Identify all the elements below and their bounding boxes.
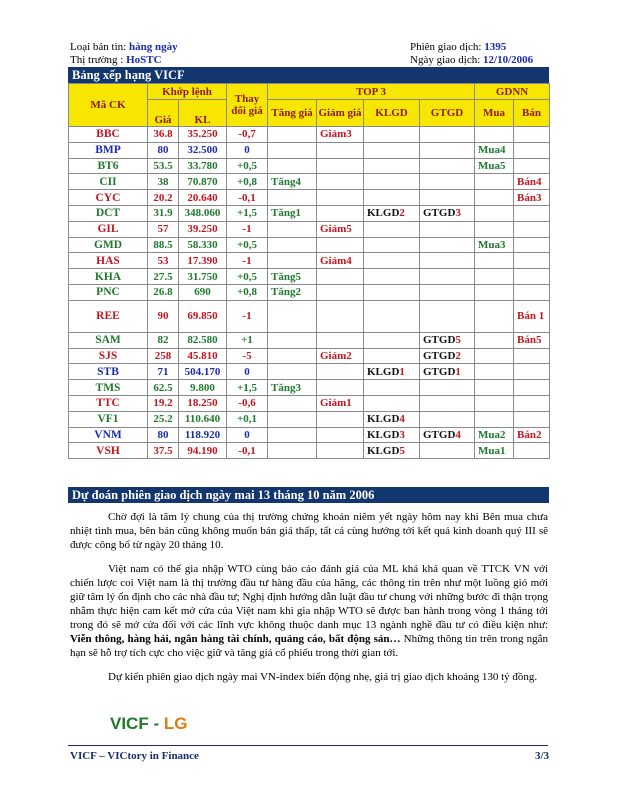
cell-klgd — [364, 269, 420, 285]
cell-up: Tăng2 — [268, 284, 317, 300]
cell-change: +1 — [227, 332, 268, 348]
cell-down — [317, 269, 364, 285]
table-row — [69, 427, 550, 443]
cell-buy — [475, 205, 514, 221]
cell-down: Giảm1 — [317, 395, 364, 411]
cell-sell — [514, 142, 550, 158]
cell-up: Tăng3 — [268, 380, 317, 396]
cell-klgd — [364, 253, 420, 269]
cell-code: DCT — [69, 205, 148, 221]
col-change: Thay đổi giá — [227, 84, 268, 127]
table-row — [69, 443, 550, 459]
cell-volume: 20.640 — [179, 190, 227, 206]
cell-down: Giảm4 — [317, 253, 364, 269]
cell-sell: Bán2 — [514, 427, 550, 443]
cell-buy — [475, 190, 514, 206]
cell-klgd — [364, 237, 420, 253]
cell-klgd — [364, 221, 420, 237]
cell-down — [317, 380, 364, 396]
col-code: Mã CK — [69, 84, 148, 127]
cell-code: TMS — [69, 380, 148, 396]
cell-sell — [514, 348, 550, 364]
cell-gtgd — [420, 237, 475, 253]
table-row — [69, 237, 550, 253]
cell-code: VSH — [69, 443, 148, 459]
cell-change: -1 — [227, 221, 268, 237]
cell-klgd — [364, 380, 420, 396]
trade-date: Ngày giao dịch: 12/10/2006 — [410, 54, 534, 66]
cell-sell: Bán3 — [514, 190, 550, 206]
table-row — [69, 411, 550, 427]
cell-up — [268, 348, 317, 364]
table-row — [69, 253, 550, 269]
cell-price: 20.2 — [148, 190, 179, 206]
col-top3: TOP 3 — [268, 84, 475, 100]
cell-down — [317, 443, 364, 459]
cell-sell — [514, 380, 550, 396]
col-match: Khớp lệnh — [148, 84, 227, 100]
col-gdnn: GDNN — [475, 84, 550, 100]
table-row — [69, 142, 550, 158]
cell-code: VNM — [69, 427, 148, 443]
session-value: 1395 — [484, 41, 507, 53]
cell-down — [317, 190, 364, 206]
cell-buy — [475, 127, 514, 143]
cell-buy — [475, 269, 514, 285]
cell-price: 258 — [148, 348, 179, 364]
cell-buy: Mua2 — [475, 427, 514, 443]
cell-buy — [475, 348, 514, 364]
col-price: Giá — [148, 100, 179, 127]
cell-volume: 70.870 — [179, 174, 227, 190]
cell-up — [268, 332, 317, 348]
cell-volume: 110.640 — [179, 411, 227, 427]
cell-volume: 69.850 — [179, 300, 227, 332]
forecast-paragraph-2: Việt nam có thể gia nhập WTO cùng báo cáo đánh giá của ML khá khả quan về TTCK VN với chiến lược coi Việt nam là thị trường đầu tư hàng đầu của hãng, các thông tin trên như một luồng gió mới giữ tâm lý ổn định cho các nhà đầu tư; Nghị định hướng dẫn luật đầu tư chung với những bước đi thận trọng nhằm thực hiện cam kết mở cửa của Việt nam khi gia nhập WTO sẽ được ban hành trong vòng 1 tháng tới trong đó sẽ mở cửa đối với các lĩnh vực không thuộc danh mục 13 ngành nghề đầu tư có điều kiện như: Viễn thông, hàng hải, ngân hàng tài chính, quảng cáo, bất động sản… Những thông tin trên trong ngắn hạn sẽ hỗ trợ tích cực cho việc giữ và tăng giá cổ phiếu trong thời gian tới. — [70, 563, 549, 659]
cell-klgd: KLGD3 — [364, 427, 420, 443]
cell-buy: Mua1 — [475, 443, 514, 459]
cell-up: Tăng1 — [268, 205, 317, 221]
cell-price: 38 — [148, 174, 179, 190]
table-row — [69, 127, 550, 143]
cell-sell — [514, 127, 550, 143]
cell-sell — [514, 395, 550, 411]
cell-volume: 504.170 — [179, 364, 227, 380]
cell-price: 36.8 — [148, 127, 179, 143]
cell-code: STB — [69, 364, 148, 380]
cell-sell — [514, 158, 550, 174]
cell-gtgd — [420, 158, 475, 174]
cell-up — [268, 411, 317, 427]
cell-price: 27.5 — [148, 269, 179, 285]
cell-volume: 82.580 — [179, 332, 227, 348]
cell-up — [268, 427, 317, 443]
cell-down — [317, 158, 364, 174]
cell-volume: 17.390 — [179, 253, 227, 269]
cell-gtgd — [420, 253, 475, 269]
session: Phiên giao dịch: 1395 — [410, 41, 507, 53]
cell-gtgd — [420, 221, 475, 237]
cell-change: 0 — [227, 427, 268, 443]
cell-gtgd — [420, 142, 475, 158]
cell-price: 53.5 — [148, 158, 179, 174]
cell-down — [317, 237, 364, 253]
cell-gtgd: GTGD5 — [420, 332, 475, 348]
cell-price: 80 — [148, 427, 179, 443]
cell-code: GMD — [69, 237, 148, 253]
cell-price: 88.5 — [148, 237, 179, 253]
market-value: HoSTC — [126, 54, 162, 66]
cell-buy: Mua5 — [475, 158, 514, 174]
bulletin-type-value: hàng ngày — [128, 41, 178, 53]
cell-price: 53 — [148, 253, 179, 269]
forecast-body — [70, 510, 548, 684]
cell-price: 57 — [148, 221, 179, 237]
market: Thị trường : HoSTC — [70, 54, 162, 66]
forecast-paragraph-3: Dự kiến phiên giao dịch ngày mai VN-index biến động nhẹ, giá trị giao dịch khoảng 130 tỷ đồng. — [108, 671, 538, 683]
cell-volume: 35.250 — [179, 127, 227, 143]
cell-down — [317, 411, 364, 427]
col-gtgd: GTGD — [420, 100, 475, 127]
cell-gtgd — [420, 443, 475, 459]
table-row — [69, 348, 550, 364]
cell-change: +0,8 — [227, 284, 268, 300]
forecast-title-bar: Dự đoán phiên giao dịch ngày mai 13 tháng 10 năm 2006 — [68, 487, 549, 503]
cell-down — [317, 205, 364, 221]
cell-buy — [475, 395, 514, 411]
cell-change: -0,6 — [227, 395, 268, 411]
cell-sell — [514, 205, 550, 221]
cell-volume: 118.920 — [179, 427, 227, 443]
cell-volume: 33.780 — [179, 158, 227, 174]
col-klgd: KLGD — [364, 100, 420, 127]
cell-sell — [514, 221, 550, 237]
cell-price: 31.9 — [148, 205, 179, 221]
table-row — [69, 380, 550, 396]
cell-volume: 690 — [179, 284, 227, 300]
cell-price: 19.2 — [148, 395, 179, 411]
table-row — [69, 364, 550, 380]
cell-up — [268, 237, 317, 253]
cell-change: +0,1 — [227, 411, 268, 427]
cell-buy: Mua4 — [475, 142, 514, 158]
cell-code: CII — [69, 174, 148, 190]
cell-change: 0 — [227, 142, 268, 158]
cell-klgd — [364, 190, 420, 206]
cell-code: TTC — [69, 395, 148, 411]
table-row — [69, 205, 550, 221]
cell-down — [317, 284, 364, 300]
cell-klgd — [364, 284, 420, 300]
cell-gtgd: GTGD3 — [420, 205, 475, 221]
cell-change: -0,1 — [227, 190, 268, 206]
cell-sell — [514, 237, 550, 253]
page-number: 3/3 — [535, 750, 550, 762]
table-row — [69, 221, 550, 237]
cell-up — [268, 142, 317, 158]
table-row — [69, 190, 550, 206]
col-buy: Mua — [475, 100, 514, 127]
cell-change: +0,8 — [227, 174, 268, 190]
cell-change: -0,7 — [227, 127, 268, 143]
trade-date-value: 12/10/2006 — [483, 54, 534, 66]
cell-buy — [475, 300, 514, 332]
cell-gtgd: GTGD1 — [420, 364, 475, 380]
cell-volume: 9.800 — [179, 380, 227, 396]
cell-klgd — [364, 158, 420, 174]
sectors-highlight: Viễn thông, hàng hải, ngân hàng tài chính, quảng cáo, bất động sản… — [70, 633, 401, 645]
cell-code: PNC — [69, 284, 148, 300]
cell-gtgd — [420, 127, 475, 143]
cell-down: Giảm3 — [317, 127, 364, 143]
ranking-title-bar: Bảng xếp hạng VICF — [68, 67, 549, 83]
cell-klgd — [364, 300, 420, 332]
cell-down: Giảm5 — [317, 221, 364, 237]
cell-gtgd: GTGD2 — [420, 348, 475, 364]
cell-buy — [475, 380, 514, 396]
cell-code: HAS — [69, 253, 148, 269]
table-row — [69, 174, 550, 190]
cell-klgd — [364, 174, 420, 190]
cell-volume: 39.250 — [179, 221, 227, 237]
cell-gtgd — [420, 395, 475, 411]
cell-klgd: KLGD2 — [364, 205, 420, 221]
bulletin-type: Loại bản tin: hàng ngày — [70, 41, 178, 53]
cell-change: -0,1 — [227, 443, 268, 459]
cell-code: BMP — [69, 142, 148, 158]
cell-klgd: KLGD5 — [364, 443, 420, 459]
cell-sell — [514, 443, 550, 459]
cell-code: SAM — [69, 332, 148, 348]
cell-gtgd: GTGD4 — [420, 427, 475, 443]
cell-gtgd — [420, 380, 475, 396]
table-row — [69, 269, 550, 285]
cell-volume: 18.250 — [179, 395, 227, 411]
cell-code: CYC — [69, 190, 148, 206]
cell-price: 71 — [148, 364, 179, 380]
cell-price: 80 — [148, 142, 179, 158]
cell-volume: 32.500 — [179, 142, 227, 158]
cell-change: +0,5 — [227, 269, 268, 285]
cell-gtgd — [420, 190, 475, 206]
cell-code: SJS — [69, 348, 148, 364]
cell-klgd — [364, 395, 420, 411]
cell-down — [317, 300, 364, 332]
cell-sell — [514, 364, 550, 380]
cell-gtgd — [420, 300, 475, 332]
cell-buy — [475, 284, 514, 300]
table-row — [69, 395, 550, 411]
cell-up — [268, 443, 317, 459]
cell-klgd — [364, 348, 420, 364]
footer-left: VICF – VICtory in Finance — [70, 750, 199, 762]
cell-code: VF1 — [69, 411, 148, 427]
table-row — [69, 158, 550, 174]
cell-down — [317, 142, 364, 158]
cell-up — [268, 300, 317, 332]
col-down: Giảm giá — [317, 100, 364, 127]
footer-divider — [68, 745, 548, 746]
cell-code: GIL — [69, 221, 148, 237]
cell-up — [268, 253, 317, 269]
cell-change: +1,5 — [227, 380, 268, 396]
cell-up — [268, 190, 317, 206]
cell-buy — [475, 332, 514, 348]
cell-buy: Mua3 — [475, 237, 514, 253]
cell-sell: Bán 1 — [514, 300, 550, 332]
cell-up — [268, 127, 317, 143]
cell-buy — [475, 253, 514, 269]
col-sell: Bán — [514, 100, 550, 127]
cell-up — [268, 158, 317, 174]
cell-change: -5 — [227, 348, 268, 364]
cell-klgd — [364, 142, 420, 158]
cell-sell — [514, 253, 550, 269]
cell-price: 62.5 — [148, 380, 179, 396]
cell-price: 82 — [148, 332, 179, 348]
cell-down — [317, 174, 364, 190]
cell-up: Tăng4 — [268, 174, 317, 190]
cell-sell — [514, 269, 550, 285]
col-volume: KL — [179, 100, 227, 127]
cell-buy — [475, 174, 514, 190]
cell-sell: Bán4 — [514, 174, 550, 190]
cell-code: KHA — [69, 269, 148, 285]
cell-volume: 45.810 — [179, 348, 227, 364]
cell-down — [317, 427, 364, 443]
cell-klgd: KLGD4 — [364, 411, 420, 427]
cell-sell — [514, 284, 550, 300]
cell-code: REE — [69, 300, 148, 332]
cell-volume: 31.750 — [179, 269, 227, 285]
cell-up — [268, 364, 317, 380]
cell-buy — [475, 364, 514, 380]
cell-up: Tăng5 — [268, 269, 317, 285]
table-row — [69, 284, 550, 300]
cell-change: +0,5 — [227, 237, 268, 253]
cell-code: BT6 — [69, 158, 148, 174]
cell-gtgd — [420, 411, 475, 427]
cell-change: +0,5 — [227, 158, 268, 174]
cell-gtgd — [420, 284, 475, 300]
vicf-lg-logo: VICF - LG — [110, 714, 188, 733]
cell-sell — [514, 411, 550, 427]
cell-gtgd — [420, 174, 475, 190]
col-up: Tăng giá — [268, 100, 317, 127]
cell-buy — [475, 221, 514, 237]
cell-buy — [475, 411, 514, 427]
cell-change: -1 — [227, 253, 268, 269]
ranking-table — [68, 83, 550, 459]
cell-down — [317, 364, 364, 380]
cell-down — [317, 332, 364, 348]
cell-klgd — [364, 332, 420, 348]
cell-klgd — [364, 127, 420, 143]
cell-price: 26.8 — [148, 284, 179, 300]
cell-sell: Bán5 — [514, 332, 550, 348]
cell-gtgd — [420, 269, 475, 285]
table-row — [69, 300, 550, 332]
cell-volume: 348.060 — [179, 205, 227, 221]
cell-volume: 58.330 — [179, 237, 227, 253]
cell-change: +1,5 — [227, 205, 268, 221]
forecast-paragraph-1: Chờ đợi là tâm lý chung của thị trường chứng khoán niêm yết ngày hôm nay khi Bên mua chưa nhiệt tình mua, bên bán cũng không muốn bán giá thấp, tất cả cùng hướng tới kết quả kinh doanh quý III sẽ được công bố từ ngày 20 tháng 10. — [70, 511, 548, 551]
cell-up — [268, 221, 317, 237]
cell-change: -1 — [227, 300, 268, 332]
cell-down: Giảm2 — [317, 348, 364, 364]
cell-klgd: KLGD1 — [364, 364, 420, 380]
cell-price: 90 — [148, 300, 179, 332]
cell-change: 0 — [227, 364, 268, 380]
cell-price: 37.5 — [148, 443, 179, 459]
table-row — [69, 332, 550, 348]
cell-price: 25.2 — [148, 411, 179, 427]
cell-volume: 94.190 — [179, 443, 227, 459]
cell-up — [268, 395, 317, 411]
cell-code: BBC — [69, 127, 148, 143]
